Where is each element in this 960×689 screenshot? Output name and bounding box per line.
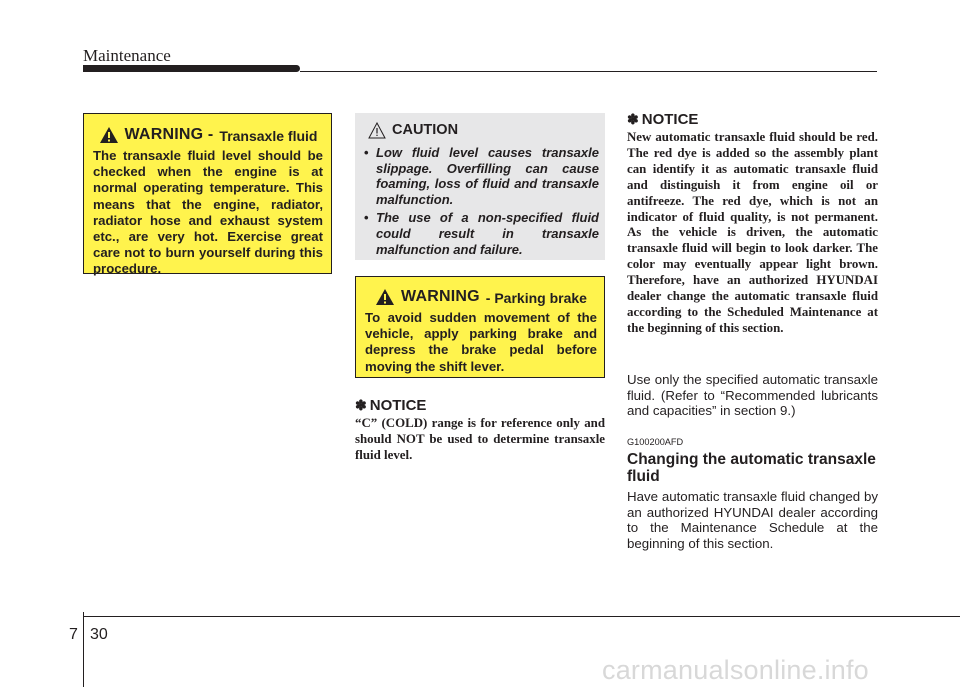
warning-parking-brake-box <box>355 276 605 378</box>
warning-triangle-icon <box>99 126 119 144</box>
header-rule <box>300 71 877 72</box>
warning-parking-body: To avoid sudden movement of the vehicle, apply parking brake and depress the brake pedal before moving the shift lever. <box>365 310 597 374</box>
caution-triangle-icon <box>368 122 386 139</box>
warning-triangle-icon <box>375 288 395 306</box>
footer-horizontal-rule <box>83 616 960 617</box>
warning-transaxle-fluid-box <box>83 113 332 277</box>
caution-header <box>368 119 599 141</box>
section-code: G100200AFD <box>627 437 684 447</box>
page-header-title: Maintenance <box>83 46 171 65</box>
notice-cold-body: “C” (COLD) range is for reference only and should NOT be used to determine transaxle fluid level. <box>355 416 605 462</box>
warning-subtitle: - Parking brake <box>485 290 587 306</box>
caution-item: • The use of a non-specified fluid could result in transaxle malfunction and failure. <box>364 210 599 257</box>
warning-transaxle-body: The transaxle fluid level should be checked when the engine is at normal operating temperature. This means that the engine, radiator, radiator hose and exhaust system etc., are very hot. Exercise great care not to burn yourself during this procedure. <box>93 148 323 277</box>
page-chapter-number: 7 <box>69 626 78 643</box>
notice-heading: NOTICE <box>641 111 699 128</box>
page-number: 30 <box>90 626 108 643</box>
section-heading: Changing the automatic transaxle fluid <box>627 451 876 485</box>
notice-red-dye-title <box>627 111 698 128</box>
warning-title: WARNING <box>401 288 480 305</box>
notice-red-dye-body: New automatic transaxle fluid should be red. The red dye is added so the assembly plant can identify it as automatic transaxle fluid and distinguish it from engine oil or antifreeze. The red dye, which is not an indicator of fluid quality, is not permanent. As the vehicle is driven, the automatic transaxle fluid will begin to look darker. The color may eventually appear light brown. Therefore, have an authorized HYUNDAI dealer change the automatic transaxle fluid according to the Scheduled Maintenance at the beginning of this section. <box>627 130 878 335</box>
warning-transaxle-header <box>93 120 323 144</box>
header-bar <box>83 65 300 72</box>
notice-star-icon: ✽ <box>355 397 367 413</box>
warning-parking-header <box>365 282 597 306</box>
section-body: Have automatic transaxle fluid changed by an authorized HYUNDAI dealer according to the Maintenance Schedule at the beginning of this section. <box>627 489 878 551</box>
caution-item: • Low fluid level causes transaxle slippage. Overfilling can cause foaming, loss of fluid and transaxle malfunction. <box>364 145 599 207</box>
caution-list <box>364 145 599 257</box>
watermark-text: carmanualsonline.info <box>602 655 869 685</box>
specified-fluid-text: Use only the specified automatic transaxle fluid. (Refer to “Recommended lubricants and capacities” in section 9.) <box>627 372 878 418</box>
footer-vertical-rule <box>83 612 84 687</box>
caution-box <box>355 113 605 260</box>
warning-title: WARNING - <box>124 126 214 143</box>
notice-star-icon: ✽ <box>627 111 639 127</box>
warning-subtitle: Transaxle fluid <box>219 128 318 144</box>
notice-cold-title <box>355 397 426 414</box>
caution-title: CAUTION <box>392 122 459 138</box>
notice-heading: NOTICE <box>369 397 427 414</box>
